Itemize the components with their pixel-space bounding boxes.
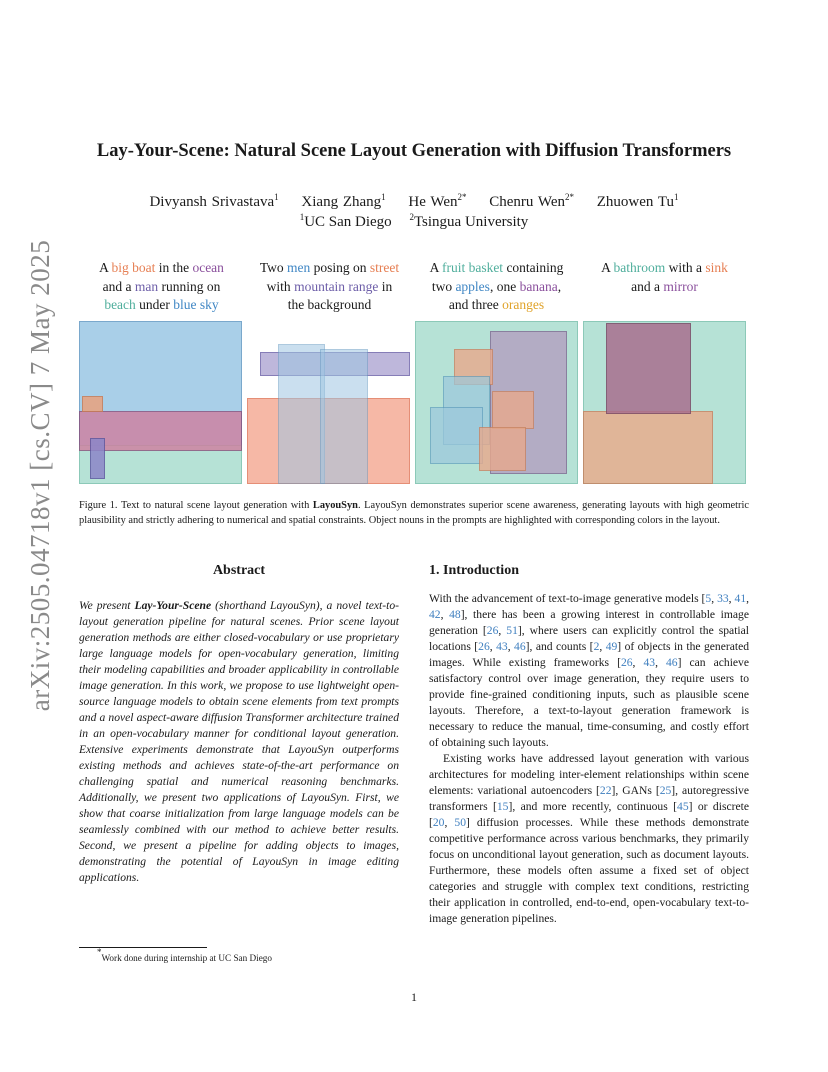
layout-panel-3 — [415, 321, 578, 484]
object-noun: blue sky — [173, 297, 219, 312]
intro-text: , — [440, 608, 450, 621]
method-name-bold: Lay-Your-Scene — [134, 599, 212, 612]
arxiv-stamp — [20, 239, 62, 711]
object-noun: beach — [104, 297, 136, 312]
intro-text: , — [444, 816, 455, 829]
prompt-text: and three — [448, 297, 503, 312]
object-noun: men — [287, 260, 311, 275]
figure-prompt-4 — [582, 259, 747, 296]
figure-prompt-1 — [79, 259, 244, 315]
layout-box — [492, 391, 534, 428]
intro-text: , — [507, 640, 515, 653]
object-noun: bathroom — [613, 260, 666, 275]
intro-body — [429, 591, 749, 927]
prompt-text: with a — [665, 260, 706, 275]
layout-box — [320, 349, 367, 484]
prompt-text: Two — [259, 260, 288, 275]
citation-link[interactable]: 15 — [496, 800, 509, 813]
prompt-line — [414, 296, 579, 315]
object-noun: banana — [519, 278, 558, 294]
intro-text: ], where users can explicitly control the spatial locations [ — [429, 624, 749, 653]
prompt-text: under — [135, 297, 174, 312]
intro-text: ] diffusion processes. While these methods demonstrate competitive performance across various benchmarks, they primarily focus on unconditional layout generation, such as document layouts. Furthermore, these models often assume a fixed set of object categories and struggle with complex text conditions, restricting their application in controlled, end-to-end, open-vocabulary text-to-image generation pipelines. — [429, 816, 750, 925]
intro-text: , — [599, 640, 606, 653]
object-noun: sink — [705, 260, 728, 275]
intro-text: ], and counts [ — [525, 640, 594, 653]
citation-link[interactable]: 26 — [486, 624, 499, 637]
object-noun: big boat — [111, 260, 156, 275]
prompt-line — [414, 278, 579, 297]
prompt-text: with — [266, 278, 295, 294]
layout-box — [606, 323, 691, 414]
citation-link[interactable]: 48 — [449, 608, 461, 621]
intro-paragraph — [429, 751, 749, 927]
affiliation-list — [0, 214, 828, 231]
author-list — [0, 194, 828, 211]
prompt-text: , one — [489, 278, 520, 294]
intro-paragraph — [429, 591, 749, 751]
object-noun: oranges — [502, 297, 545, 312]
intro-text: ] or discrete [ — [429, 800, 749, 829]
object-noun: mountain range — [294, 278, 379, 294]
intro-text: , — [728, 592, 735, 605]
citation-link[interactable]: 25 — [659, 784, 672, 797]
prompt-text: running on — [158, 278, 221, 294]
affiliation: $^1$UC San Diego — [299, 212, 392, 230]
citation-link[interactable]: 49 — [605, 640, 618, 653]
intro-text: With the advancement of text-to-image generative models [ — [429, 592, 706, 605]
intro-text: ], there has been a growing interest in controllable image generation [ — [429, 608, 749, 637]
citation-link[interactable]: 2 — [593, 640, 600, 653]
layout-box — [430, 407, 484, 464]
layout-box — [278, 344, 325, 484]
arxiv-stamp-text: arXiv:2505.04718v1 [cs.CV] 7 May 2025 — [25, 239, 56, 711]
prompt-line — [247, 296, 412, 315]
object-noun: ocean — [192, 260, 224, 275]
footnote: *Work done during internship at UC San Diego — [97, 947, 272, 963]
object-noun: mirror — [663, 278, 698, 294]
object-noun: street — [369, 260, 400, 275]
layout-box — [583, 411, 713, 484]
citation-link[interactable]: 46 — [514, 640, 526, 653]
prompt-line — [79, 296, 244, 315]
prompt-line — [582, 278, 747, 297]
paper-title: Lay-Your-Scene: Natural Scene Layout Generation with Diffusion Transformers — [96, 141, 732, 161]
figure-label: Figure 1. — [79, 500, 118, 511]
citation-link[interactable]: 43 — [643, 656, 656, 669]
citation-link[interactable]: 43 — [496, 640, 508, 653]
author: Chenru Wen$^{2*}$ — [489, 192, 575, 210]
intro-text: ], and more recently, continuous [ — [508, 800, 678, 813]
author: Zhuowen Tu$^1$ — [596, 192, 679, 210]
intro-text: , — [655, 656, 666, 669]
layout-box — [90, 438, 105, 479]
intro-text: ], autoregressive transformers [ — [429, 784, 749, 813]
intro-heading: 1. Introduction — [429, 563, 519, 578]
method-name: LayouSyn — [312, 500, 358, 511]
author: He Wen$^{2*}$ — [408, 192, 467, 210]
citation-link[interactable]: 22 — [599, 784, 612, 797]
author: Xiang Zhang$^1$ — [301, 192, 386, 210]
prompt-text: containing — [503, 260, 564, 275]
prompt-text: in the — [155, 260, 193, 275]
layout-panel-2 — [247, 321, 410, 484]
citation-link[interactable]: 51 — [506, 624, 518, 637]
layout-box — [479, 427, 526, 471]
prompt-text: A — [99, 260, 112, 275]
citation-link[interactable]: 42 — [429, 608, 441, 621]
intro-text: , — [711, 592, 718, 605]
prompt-line — [79, 259, 244, 278]
intro-text: , — [746, 592, 750, 605]
figure-prompt-2 — [247, 259, 412, 315]
figure-prompt-3 — [414, 259, 579, 315]
prompt-line — [247, 259, 412, 278]
object-noun: man — [134, 278, 159, 294]
prompt-line — [79, 278, 244, 297]
layout-box — [82, 396, 103, 412]
prompt-text: in — [378, 278, 393, 294]
object-noun: fruit basket — [441, 260, 504, 275]
citation-link[interactable]: 33 — [717, 592, 729, 605]
citation-link[interactable]: 46 — [666, 656, 678, 669]
abstract-heading: Abstract — [212, 563, 266, 578]
author: Divyansh Srivastava$^1$ — [149, 192, 279, 210]
intro-text: , — [632, 656, 644, 669]
layout-panel-1 — [79, 321, 242, 484]
citation-link[interactable]: 5 — [705, 592, 712, 605]
citation-link[interactable]: 20 — [432, 816, 445, 829]
citation-link[interactable]: 26 — [478, 640, 490, 653]
prompt-text: A — [429, 260, 442, 275]
prompt-line — [414, 259, 579, 278]
citation-link[interactable]: 26 — [620, 656, 633, 669]
prompt-text: two — [431, 278, 456, 294]
prompt-text: and a — [631, 278, 664, 294]
prompt-text: the background — [287, 297, 372, 312]
abstract-body: We present Lay-Your-Scene (shorthand LayouSyn), a novel text-to-layout generation pipeline for natural scenes. Prior scene layout generation methods are either closed-vocabulary or use proprietary large language models for open-vocabulary generation, limiting their modeling capabilities and broader applicability in controllable image generation. In this work, we propose to use lightweight open-source language models to obtain scene elements from text prompts and a novel aspect-aware diffusion Transformer architecture trained in an open-vocabulary manner for conditional layout generation. Extensive experiments demonstrate that LayouSyn outperforms existing methods and achieves state-of-the-art performance on challenging spatial and numerical reasoning benchmarks. Additionally, we present two applications of LayouSyn. First, we show that coarse initialization from large language models can be seamlessly combined with our method to achieve better results. Second, we present a pipeline for adding objects to images, demonstrating the potential of LayouSyn in image editing applications. — [79, 599, 399, 884]
intro-text: Existing works have addressed layout generation with various architectures for modeling inter-element relationships within scene elements: variational autoencoders [ — [429, 752, 749, 797]
intro-text: , — [498, 624, 507, 637]
prompt-line — [247, 278, 412, 297]
affiliation: $^2$Tsingua University — [409, 212, 529, 230]
prompt-text: , — [557, 278, 562, 294]
figure-caption: Figure 1. Text to natural scene layout generation with LayouSyn. LayouSyn demonstrates superior scene awareness, generating layouts with high geometric plausibility and strictly adhering to numerical and spatial constraints. Object nouns in the prompts are highlighted with corresponding colors in the layout. — [79, 500, 749, 526]
prompt-text: posing on — [310, 260, 370, 275]
object-noun: apples — [455, 278, 490, 294]
layout-panel-4 — [583, 321, 746, 484]
citation-link[interactable]: 41 — [734, 592, 747, 605]
prompt-line — [582, 259, 747, 278]
prompt-text: A — [601, 260, 614, 275]
prompt-text: and a — [102, 278, 135, 294]
intro-text: ], GANs [ — [611, 784, 660, 797]
intro-text: ] can achieve satisfactory control over image generation, they require users to provide fine-grained conditioning inputs, such as plausible scene layouts. Therefore, a text-to-layout generation framework is necessary to reduce the manual, time-consuming, and costly effort of obtaining such layouts. — [429, 656, 750, 749]
intro-text: , — [489, 640, 497, 653]
page-number: 1 — [411, 990, 417, 1004]
citation-link[interactable]: 45 — [677, 800, 689, 813]
intro-text: ] of objects in the generated images. While existing frameworks [ — [429, 640, 750, 669]
citation-link[interactable]: 50 — [454, 816, 467, 829]
